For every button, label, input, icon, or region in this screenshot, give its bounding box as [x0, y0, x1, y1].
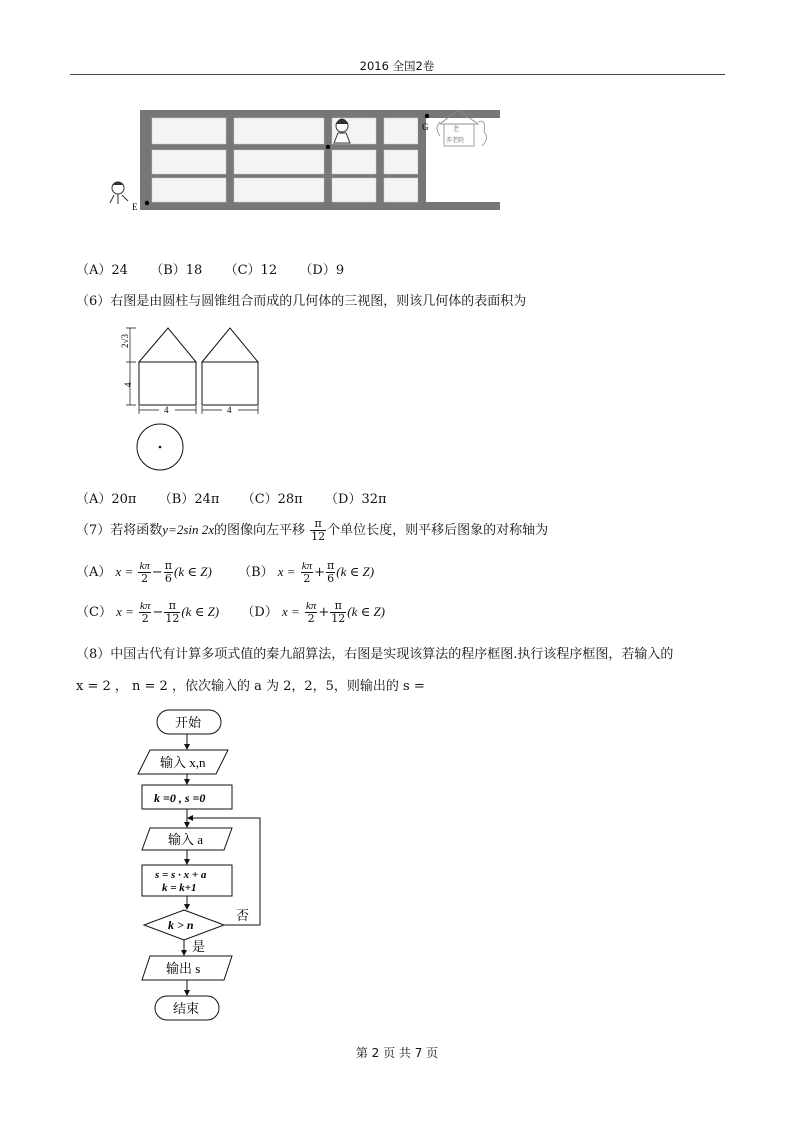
- q5-option-b[interactable]: （B）18: [150, 263, 203, 278]
- flow-cond-label: k > n: [168, 918, 194, 932]
- q6-options: [76, 488, 387, 507]
- flow-update2-label: k = k+1: [162, 882, 197, 894]
- flow-input-xn-label: 输入 x,n: [160, 755, 206, 770]
- flow-start-label: 开始: [175, 715, 202, 730]
- point-f: [326, 145, 330, 149]
- header-rule: [70, 74, 725, 75]
- label-g: G: [422, 122, 429, 132]
- q7-stem-suffix: 个单位长度，则平移后图象的对称轴为: [327, 523, 549, 538]
- flow-end-label: 结束: [173, 1001, 200, 1016]
- q7-stem: [76, 518, 548, 543]
- svg-text:养老院: 养老院: [446, 138, 465, 144]
- q6-option-c[interactable]: （C）28π: [241, 492, 303, 507]
- flow-update1-label: s = s · x + a: [155, 869, 207, 881]
- flow-init-label: k =0 , s =0: [154, 791, 206, 805]
- flow-yes-label: 是: [192, 939, 206, 954]
- q6-option-b[interactable]: （B）24π: [158, 492, 220, 507]
- q7-stem-prefix: （7）若将函数: [76, 523, 163, 538]
- q7-stem-mid: 的图像向左平移: [214, 523, 306, 538]
- label-e: E: [132, 202, 138, 212]
- q5-option-c[interactable]: （C）12: [224, 263, 278, 278]
- q7-option-row-2: [76, 600, 385, 625]
- flow-no-label: 否: [236, 908, 250, 923]
- q7-function: y=2sin 2x: [162, 522, 215, 537]
- front-cylinder: [139, 362, 196, 405]
- side-cone: [202, 328, 258, 362]
- point-g: [425, 114, 429, 118]
- page-header: 2016 全国2卷: [359, 59, 435, 73]
- q7-option-c[interactable]: （C） x = $\frac{k\pi}{2}$ − $\frac{\pi}{12}$ (k ∈ Z): [76, 599, 220, 625]
- flow-output-label: 输出 s: [166, 961, 201, 976]
- q6-option-a[interactable]: （A）20π: [76, 492, 137, 507]
- q8-stem-line1: （8）中国古代有计算多项式值的秦九韶算法，右图是实现该算法的程序框图.执行该程序框图，若输入的: [76, 647, 674, 662]
- q5-option-a[interactable]: （A）24: [76, 263, 128, 278]
- dim-width2-label: 4: [227, 405, 232, 415]
- flowchart: [120, 700, 300, 1030]
- q6-stem: （6）右图是由圆柱与圆锥组合而成的几何体的三视图，则该几何体的表面积为: [76, 294, 527, 309]
- three-view-figure: [110, 320, 270, 475]
- top-view-center: [159, 446, 162, 449]
- q6-option-d[interactable]: （D）32π: [325, 492, 387, 507]
- q7-option-d[interactable]: （D） x = $\frac{k\pi}{2}$ + $\frac{\pi}{12}$ (k ∈ Z): [241, 599, 386, 625]
- flow-input-a-label: 输入 a: [168, 832, 204, 847]
- point-e: [145, 201, 149, 205]
- q5-options: [76, 259, 344, 278]
- side-cylinder: [202, 362, 258, 405]
- q7-option-row-1: [76, 560, 374, 585]
- q5-option-d[interactable]: （D）9: [299, 263, 345, 278]
- q7-option-b[interactable]: （B） x = $\frac{k\pi}{2}$ + $\frac{\pi}{6}$ (k ∈ Z): [238, 559, 375, 585]
- q7-shift-fraction: $\frac{\pi}{12}$: [311, 517, 326, 543]
- q8-stem-line2: x = 2 ， n = 2 ，依次输入的 a 为 2，2，5，则输出的 s =: [76, 679, 425, 694]
- dim-width1-label: 4: [164, 405, 169, 415]
- front-cone: [139, 328, 196, 362]
- page-footer: 第 2 页 共 7 页: [355, 1046, 439, 1060]
- dim-height-label: 4: [123, 382, 133, 387]
- dim-cone-label: 2√3: [120, 334, 130, 348]
- q7-option-a[interactable]: （A） x = $\frac{k\pi}{2}$ − $\frac{\pi}{6}$ (k ∈ Z): [76, 559, 212, 585]
- boy-figure: [110, 182, 128, 204]
- street-grid-figure: [100, 100, 500, 220]
- svg-text:老: 老: [453, 127, 460, 133]
